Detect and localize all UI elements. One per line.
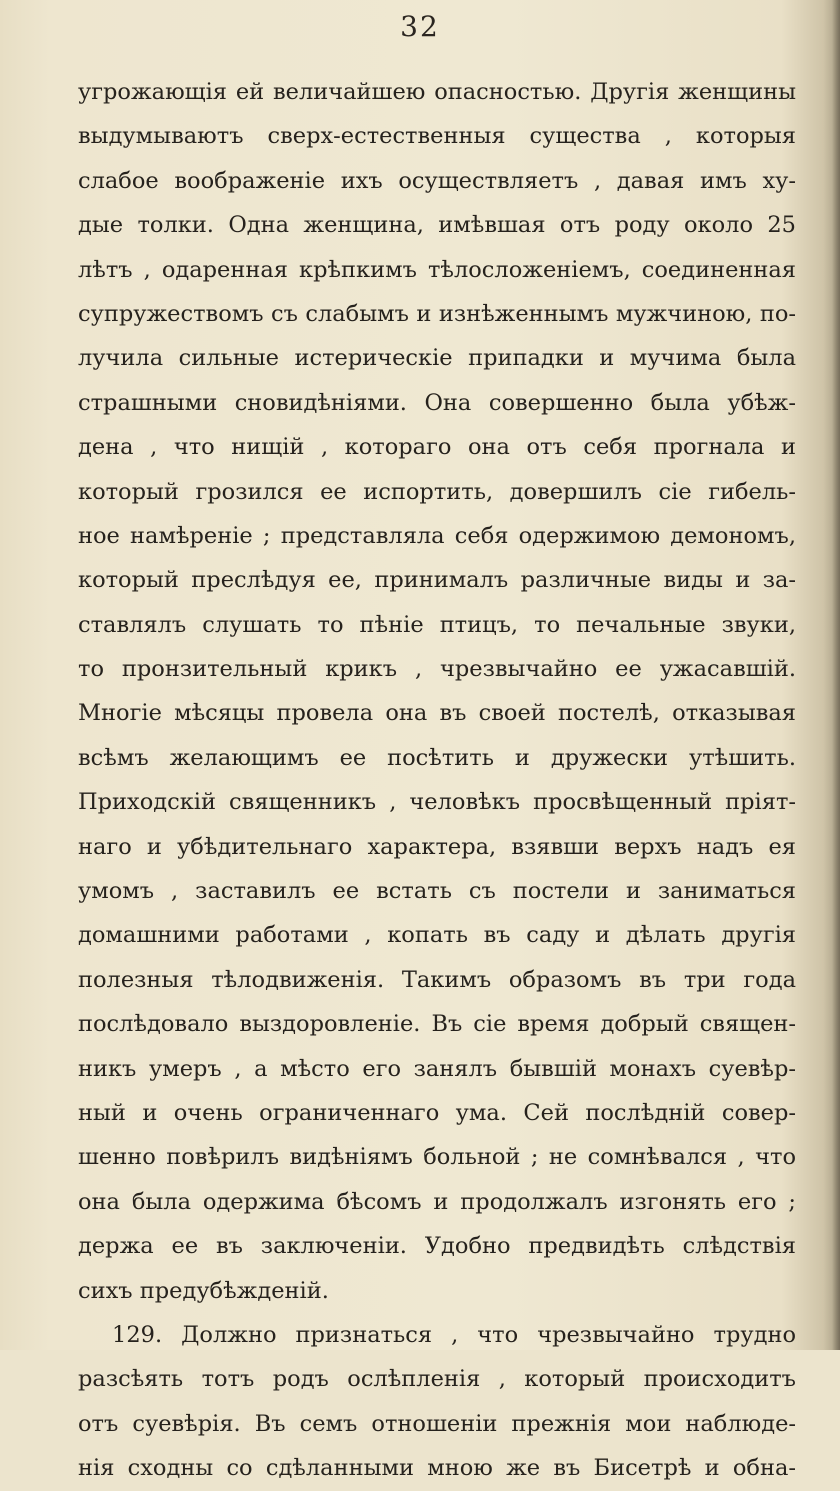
text-line-15: Многіе мѣсяцы провела она въ своей постелѣ, отказывая bbox=[78, 700, 796, 727]
text-line-10: который грозился ее испортить, довершилъ сіе гибель- bbox=[78, 478, 796, 505]
text-line-30: разсѣять тотъ родъ ослѣпленія , который происходитъ bbox=[78, 1366, 796, 1393]
text-line-32: нія сходны со сдѣланными мною же въ Бисетрѣ и обна- bbox=[78, 1455, 796, 1482]
text-line-6: супружествомъ съ слабымъ и изнѣженнымъ мужчиною, по- bbox=[78, 300, 796, 327]
text-line-26: она была одержима бѣсомъ и продолжалъ изгонять его ; bbox=[78, 1188, 796, 1215]
page-edge-shadow bbox=[832, 0, 840, 1350]
text-line-24: ный и очень ограниченнаго ума. Сей послѣдній совер- bbox=[78, 1099, 796, 1126]
text-line-18: наго и убѣдительнаго характера, взявши верхъ надъ ея bbox=[78, 833, 796, 860]
page-number: 32 bbox=[400, 10, 440, 43]
text-line-28: сихъ предубѣжденій. bbox=[78, 1277, 329, 1304]
text-line-12: который преслѣдуя ее, принималъ различные виды и за- bbox=[78, 567, 796, 594]
text-line-16: всѣмъ желающимъ ее посѣтить и дружески утѣшить. bbox=[78, 744, 796, 771]
text-line-20: домашними работами , копать въ саду и дѣлать другія bbox=[78, 922, 796, 949]
text-line-31: отъ суевѣрія. Въ семъ отношеніи прежнія мои наблюде- bbox=[78, 1410, 796, 1437]
text-line-14: то пронзительный крикъ , чрезвычайно ее ужасавшій. bbox=[78, 656, 796, 683]
text-line-2: выдумываютъ сверх-естественныя существа , которыя bbox=[78, 123, 796, 150]
text-line-27: держа ее въ заключеніи. Удобно предвидѣть слѣдствія bbox=[78, 1233, 796, 1260]
text-line-25: шенно повѣрилъ видѣніямъ больной ; не сомнѣвался , что bbox=[78, 1144, 796, 1171]
text-line-13: ставлялъ слушать то пѣніе птицъ, то печальные звуки, bbox=[78, 611, 796, 638]
text-line-7: лучила сильные истерическіе припадки и мучима была bbox=[78, 345, 796, 372]
text-line-21: полезныя тѣлодвиженія. Такимъ образомъ въ три года bbox=[78, 966, 796, 993]
text-line-23: никъ умеръ , а мѣсто его занялъ бывшій монахъ суевѣр- bbox=[78, 1055, 796, 1082]
text-line-29: 129. Должно признаться , что чрезвычайно трудно bbox=[112, 1321, 796, 1348]
text-line-8: страшными сновидѣніями. Она совершенно была убѣж- bbox=[78, 389, 796, 416]
text-line-22: послѣдовало выздоровленіе. Въ сіе время добрый священ- bbox=[78, 1011, 796, 1038]
text-line-11: ное намѣреніе ; представляла себя одержимою демономъ, bbox=[78, 522, 796, 549]
text-line-4: дые толки. Одна женщина, имѣвшая отъ роду около 25 bbox=[78, 212, 796, 239]
text-line-9: дена , что нищій , котораго она отъ себя прогнала и bbox=[78, 434, 796, 461]
text-line-3: слабое воображеніе ихъ осуществляетъ , давая имъ ху- bbox=[78, 167, 796, 194]
text-line-5: лѣтъ , одаренная крѣпкимъ тѣлосложеніемъ, соединенная bbox=[78, 256, 796, 283]
text-line-1: угрожающія ей величайшею опасностью. Другія женщины bbox=[78, 79, 796, 105]
text-line-19: умомъ , заставилъ ее встать съ постели и заниматься bbox=[78, 878, 796, 905]
body-text bbox=[78, 70, 796, 1491]
text-line-17: Приходскій священникъ , человѣкъ просвѣщенный пріят- bbox=[78, 789, 796, 816]
